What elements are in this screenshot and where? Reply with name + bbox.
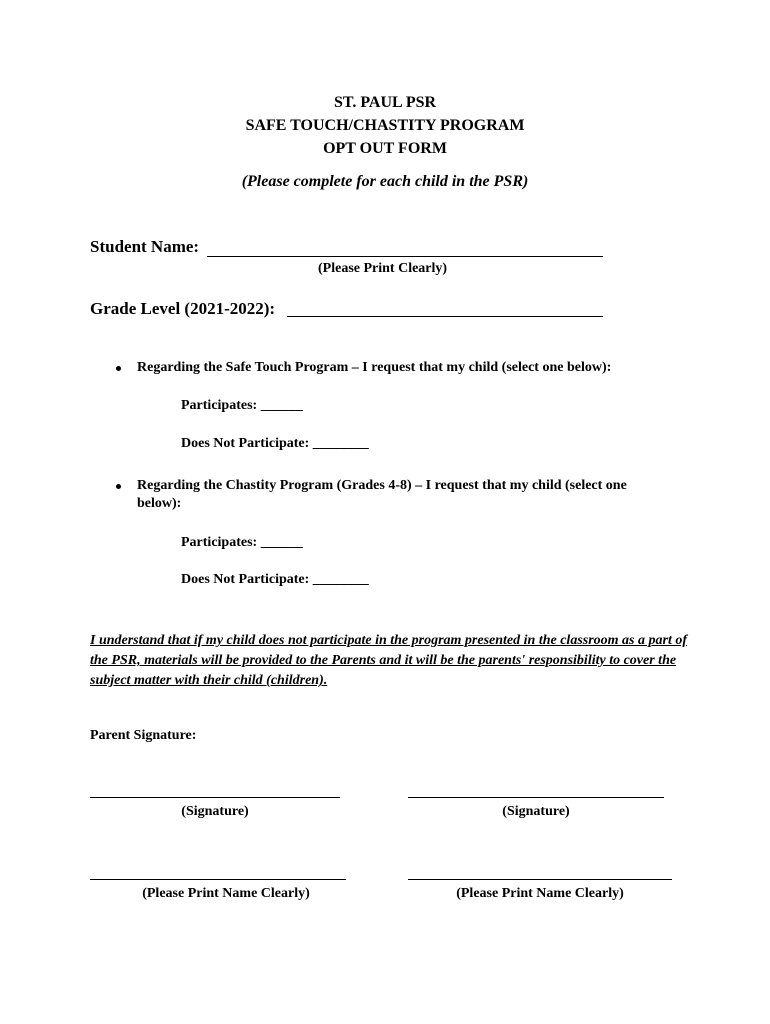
- responsibility-notice: I understand that if my child does not participate in the program presented in the classroom as a part of the PSR, materials will be provided to the Parents and it will be the parents' responsibility to cover the subject matter with their child (children).: [90, 633, 687, 688]
- safe-touch-not-participate-field[interactable]: Does Not Participate: ________: [181, 436, 369, 451]
- form-title-line1: ST. PAUL PSR: [333, 94, 437, 111]
- print-name-label-right: (Please Print Name Clearly): [456, 886, 624, 901]
- print-name-line-left[interactable]: [90, 879, 346, 880]
- signature-label-left: (Signature): [181, 804, 249, 819]
- print-name-label-left: (Please Print Name Clearly): [142, 886, 310, 901]
- chastity-prompt-line1: Regarding the Chastity Program (Grades 4-8) – I request that my child (select one: [137, 478, 627, 493]
- signature-line-right[interactable]: [408, 797, 664, 798]
- parent-signature-heading: Parent Signature:: [90, 728, 197, 743]
- student-name-label: Student Name:: [90, 237, 200, 256]
- form-subtitle: (Please complete for each child in the PSR): [241, 173, 529, 190]
- safe-touch-participates-field[interactable]: Participates: ______: [181, 398, 303, 413]
- form-title-line2: SAFE TOUCH/CHASTITY PROGRAM: [245, 117, 525, 134]
- student-name-field[interactable]: [207, 256, 603, 257]
- grade-level-field[interactable]: [287, 316, 603, 317]
- signature-line-left[interactable]: [90, 797, 340, 798]
- print-name-line-right[interactable]: [408, 879, 672, 880]
- grade-level-label: Grade Level (2021-2022):: [90, 299, 276, 318]
- chastity-prompt-line2: below):: [137, 496, 182, 511]
- safe-touch-prompt: Regarding the Safe Touch Program – I request that my child (select one below):: [137, 360, 612, 375]
- chastity-not-participate-field[interactable]: Does Not Participate: ________: [181, 572, 369, 587]
- student-name-hint: (Please Print Clearly): [318, 261, 448, 276]
- bullet-icon: [116, 484, 121, 489]
- chastity-participates-field[interactable]: Participates: ______: [181, 535, 303, 550]
- signature-label-right: (Signature): [502, 804, 570, 819]
- form-title-line3: OPT OUT FORM: [323, 140, 447, 157]
- bullet-icon: [116, 366, 121, 371]
